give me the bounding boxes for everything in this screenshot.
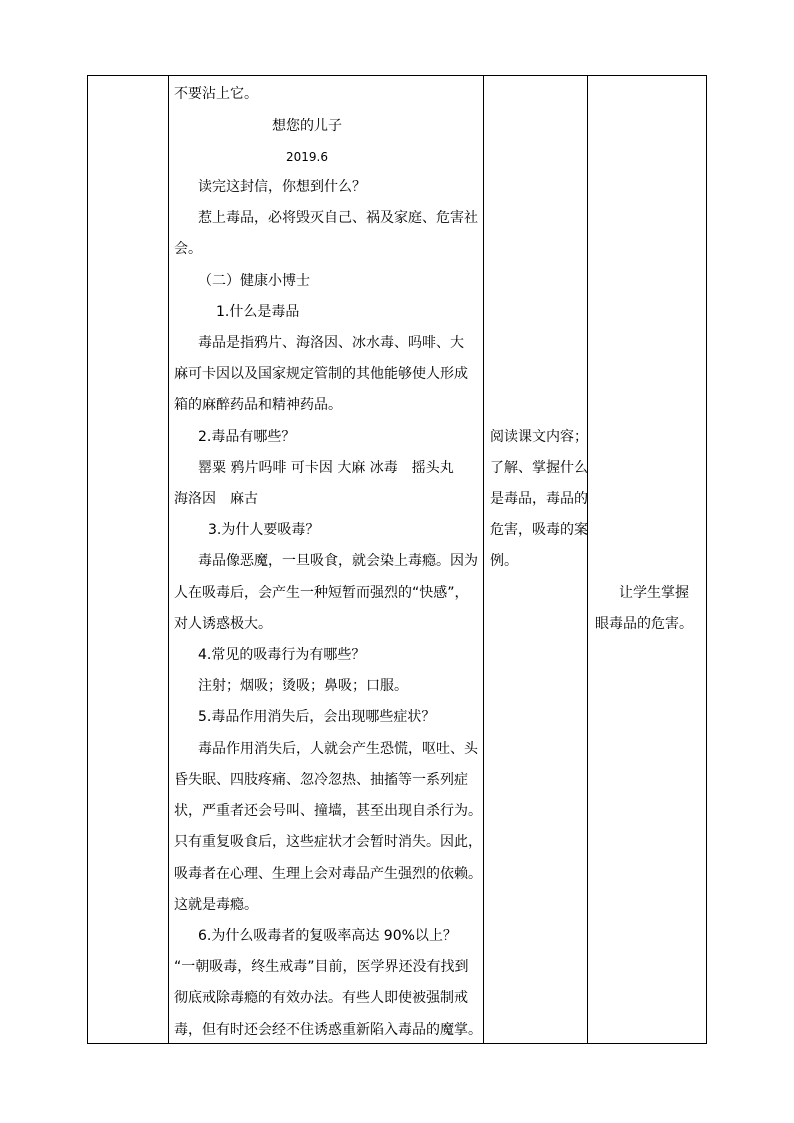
stage-cell xyxy=(88,76,168,1043)
text-line: 会。 xyxy=(174,241,202,257)
text-line: 人在吸毒后，会产生一种短暂而强烈的“快感”， xyxy=(174,585,469,601)
lesson-table xyxy=(87,75,707,1044)
text-line: 海洛因 麻古 xyxy=(174,491,258,507)
text-line: 了解、掌握什么 xyxy=(490,460,588,476)
text-line: 注射；烟吸；烫吸；鼻吸；口服。 xyxy=(198,678,408,694)
text-line: 眼毒品的危害。 xyxy=(595,616,693,632)
text-line: 箱的麻醉药品和精神药品。 xyxy=(174,397,342,413)
text-line: 彻底戒除毒瘾的有效办法。有些人即使被强制戒 xyxy=(174,990,468,1006)
text-line: 状，严重者还会号叫、撞墙，甚至出现自杀行为。 xyxy=(174,803,482,819)
text-line: 罂粟 鸦片吗啡 可卡因 大麻 冰毒 摇头丸 xyxy=(198,460,454,476)
question-heading: 5.毒品作用消失后，会出现哪些症状？ xyxy=(198,709,436,725)
question-heading: 1.什么是毒品 xyxy=(216,304,300,320)
text-line: 毒品是指鸦片、海洛因、冰水毒、吗啡、大 xyxy=(198,335,464,351)
text-line: 毒品作用消失后，人就会产生恐慌，呕吐、头 xyxy=(198,741,478,757)
text-line: 只有重复吸食后，这些症状才会暂时消失。因此， xyxy=(174,834,482,850)
question-heading: 4.常见的吸毒行为有哪些？ xyxy=(198,647,366,663)
text-line: 惹上毒品，必将毁灭自己、祸及家庭、危害社 xyxy=(198,210,478,226)
text-line: 毒，但有时还会经不住诱惑重新陷入毒品的魔掌。 xyxy=(174,1022,482,1038)
text-line: 阅读课文内容； xyxy=(490,429,588,445)
text-line: 是毒品，毒品的 xyxy=(490,491,588,507)
text-line: 昏失眠、四肢疼痛、忽冷忽热、抽搐等一系列症 xyxy=(174,772,468,788)
text-line: 对人诱惑极大。 xyxy=(174,616,272,632)
text-line: 这就是毒瘾。 xyxy=(174,897,258,913)
text-line: 毒品像恶魔，一旦吸食，就会染上毒瘾。因为 xyxy=(198,553,478,569)
student-activity-cell xyxy=(483,76,587,1043)
teacher-content-cell xyxy=(168,76,483,1043)
text-line: 读完这封信，你想到什么？ xyxy=(198,179,366,195)
text-line: 让学生掌握 xyxy=(619,585,689,601)
text-line: 吸毒者在心理、生理上会对毒品产生强烈的依赖。 xyxy=(174,866,482,882)
text-line: 不要沾上它。 xyxy=(174,86,258,102)
letter-signature: 想您的儿子 xyxy=(272,118,342,134)
text-line: 危害，吸毒的案 xyxy=(490,522,588,538)
text-line: 麻可卡因以及国家规定管制的其他能够使人形成 xyxy=(174,366,468,382)
section-heading: （二）健康小博士 xyxy=(198,273,310,289)
text-line: 例。 xyxy=(490,553,518,569)
question-heading: 6.为什么吸毒者的复吸率高达 90%以上？ xyxy=(198,928,457,944)
design-intent-cell xyxy=(587,76,706,1043)
letter-date: 2019.6 xyxy=(286,150,328,164)
question-heading: 2.毒品有哪些？ xyxy=(198,429,296,445)
question-heading: 3.为什人要吸毒？ xyxy=(208,522,320,538)
text-line: “一朝吸毒，终生戒毒”目前，医学界还没有找到 xyxy=(174,959,469,975)
